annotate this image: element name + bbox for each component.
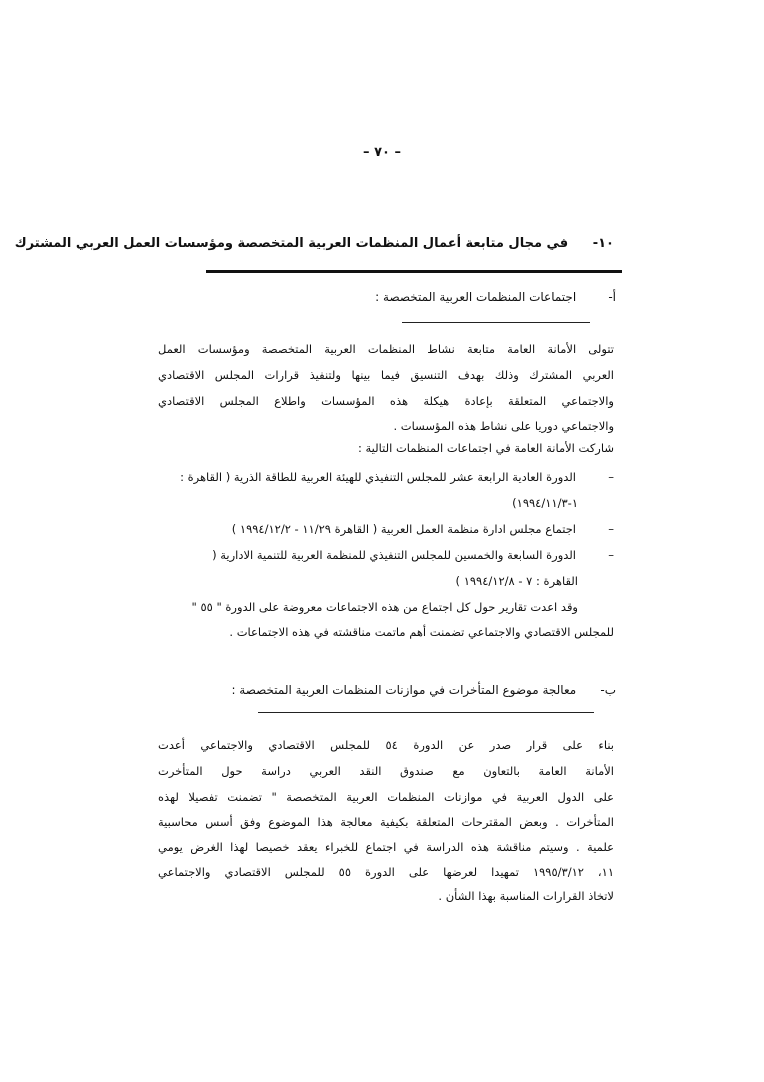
page-number: – ٧٠ –: [363, 145, 401, 160]
bullet-text: الدورة العادية الرابعة عشر للمجلس التنفيذي للهيئة العربية للطاقة الذرية ( القاهرة :: [180, 470, 576, 484]
paragraph-line: العربي المشترك وذلك بهدف التنسيق فيما بينها ولتنفيذ قرارات المجلس الاقتصادي: [158, 368, 614, 382]
paragraph-line: المتأخرات . وبعض المقترحات المتعلقة بكيفية معالجة هذا الموضوع وفق أسس محاسبية: [158, 815, 614, 829]
bullet-dash: –: [608, 522, 614, 536]
subsection-a-heading: [375, 290, 616, 304]
bullet-item: [180, 470, 614, 484]
paragraph-line: لاتخاذ القرارات المناسبة بهذا الشأن .: [438, 889, 614, 903]
section-number: ١٠-: [592, 236, 614, 251]
bullet-continuation: القاهرة : ٧ - ١٩٩٤/١٢/٨ ): [455, 574, 578, 588]
bullet-continuation: ١-١٩٩٤/١١/٣): [512, 496, 578, 510]
bullet-text: الدورة السابعة والخمسين للمجلس التنفيذي للمنظمة العربية للتنمية الادارية (: [212, 548, 576, 562]
closing-line: وقد اعدت تقارير حول كل اجتماع من هذه الاجتماعات معروضة على الدورة " ٥٥ ": [191, 600, 578, 614]
paragraph-line: الأمانة العامة بالتعاون مع صندوق النقد العربي دراسة حول المتأخرت: [158, 764, 614, 778]
paragraph-line: تتولى الأمانة العامة متابعة نشاط المنظمات العربية المتخصصة ومؤسسات العمل: [158, 342, 614, 356]
subsection-a-title: اجتماعات المنظمات العربية المتخصصة :: [375, 290, 577, 304]
bullet-item: [212, 548, 614, 562]
subsection-a-marker: أ-: [608, 290, 616, 304]
paragraph-line: علمية . وسيتم مناقشة هذه الدراسة في اجتماع للخبراء يعقد خصيصا لهذا الغرض يومي: [158, 840, 614, 854]
subsection-a-underline: [402, 322, 590, 323]
subsection-b-title: معالجة موضوع المتأخرات في موازنات المنظمات العربية المتخصصة :: [231, 683, 577, 697]
bullet-item: [232, 522, 614, 536]
paragraph-line: ١١، ١٩٩٥/٣/١٢ تمهيدا لعرضها على الدورة ٥٥ للمجلس الاقتصادي والاجتماعي: [158, 865, 615, 879]
subsection-b-heading: [231, 683, 616, 697]
paragraph-line: والاجتماعي دوريا على نشاط هذه المؤسسات .: [393, 419, 614, 433]
section-heading-underline: [206, 270, 622, 273]
bullet-text: اجتماع مجلس ادارة منظمة العمل العربية ( القاهرة ١١/٢٩ - ١٩٩٤/١٢/٢ ): [231, 522, 576, 536]
paragraph-line: بناء على قرار صدر عن الدورة ٥٤ للمجلس الاقتصادي والاجتماعي أعدت: [158, 738, 614, 752]
subsection-b-underline: [258, 712, 594, 713]
bullet-dash: –: [608, 470, 614, 484]
paragraph-line: والاجتماعي المتعلقة بإعادة هيكلة هذه المؤسسات واطلاع المجلس الاقتصادي: [158, 394, 614, 408]
paragraph-line: على الدول العربية في موازنات المنظمات العربية المتخصصة " تضمنت تفصيلا لهذه: [158, 790, 614, 804]
subsection-b-marker: ب-: [600, 683, 616, 697]
section-heading: [15, 236, 614, 251]
closing-line: للمجلس الاقتصادي والاجتماعي تضمنت أهم ماتمت مناقشته في هذه الاجتماعات .: [229, 625, 614, 639]
bullet-dash: –: [608, 548, 614, 562]
section-title: في مجال متابعة أعمال المنظمات العربية المتخصصة ومؤسسات العمل العربي المشترك: [14, 236, 569, 251]
participation-intro: شاركت الأمانة العامة في اجتماعات المنظمات التالية :: [357, 441, 614, 455]
